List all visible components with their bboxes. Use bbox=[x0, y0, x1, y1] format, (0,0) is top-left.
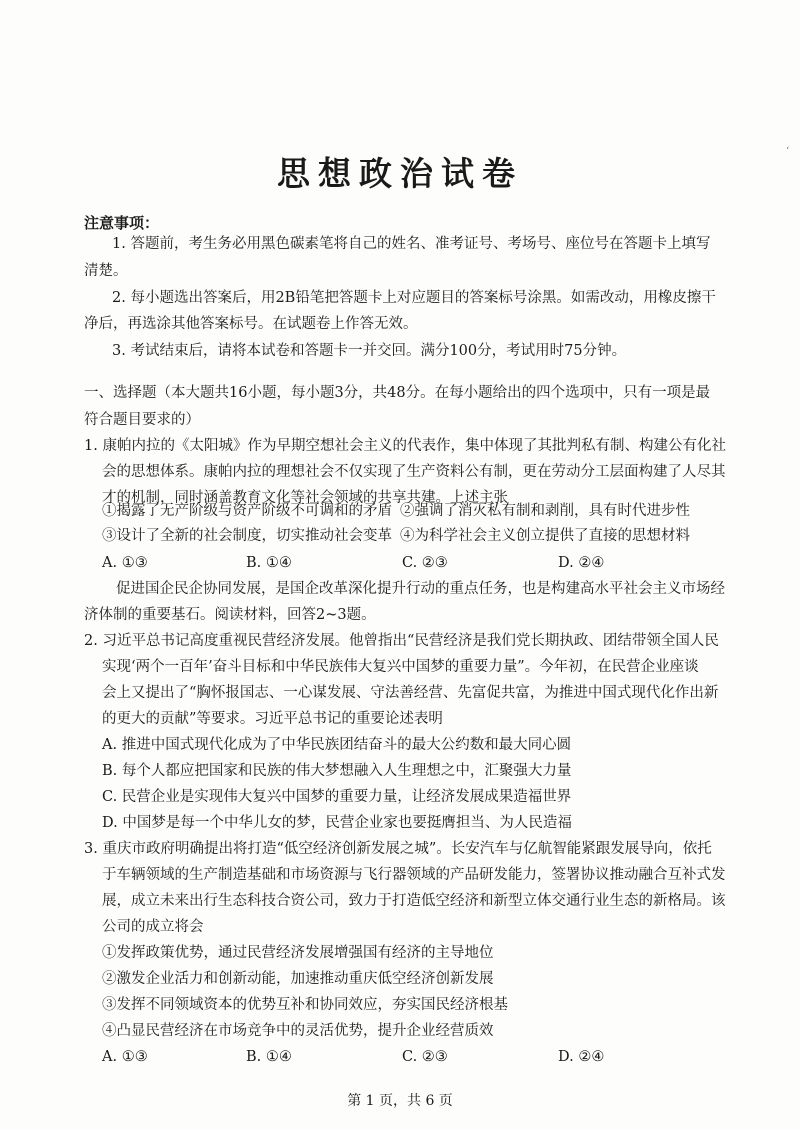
question-text: 2. 习近平总书记高度重视民营经济发展。他曾指出“民营经济是我们党长期执政、团结带领全国人民 bbox=[84, 633, 719, 649]
statement: ①揭露了无产阶级与资产阶级不可调和的矛盾 bbox=[102, 503, 392, 519]
statement: ②激发企业活力和创新动能，加速推动重庆低空经济创新发展 bbox=[102, 971, 494, 987]
notice-line: 2. 每小题选出答案后，用2B铅笔把答题卡上对应题目的答案标号涂黑。如需改动，用橡皮擦干 bbox=[112, 290, 716, 306]
option-c: C. ②③ bbox=[402, 1049, 448, 1065]
notice-line: 净后，再选涂其他答案标号。在试题卷上作答无效。 bbox=[84, 316, 418, 332]
question-text: 展，成立未来出行生态科技合资公司，致力于打造低空经济和新型立体交通行业生态的新格局。该 bbox=[102, 893, 726, 909]
option-c: C. 民营企业是实现伟大复兴中国梦的重要力量，让经济发展成果造福世界 bbox=[102, 789, 572, 805]
question-text: 实现‘两个一百年’奋斗目标和中华民族伟大复兴中国梦的重要力量”。今年初，在民营企业座谈 bbox=[102, 659, 699, 675]
question-text: 的更大的贡献”等要求。习近平总书记的重要论述表明 bbox=[102, 711, 443, 727]
option-row bbox=[0, 550, 800, 576]
question-text: 于车辆领域的生产制造基础和市场资源与飞行器领域的产品研发能力，签署协议推动融合互补式发 bbox=[102, 867, 726, 883]
notice-line: 1. 答题前，考生务必用黑色碳素笔将自己的姓名、准考证号、考场号、座位号在答题卡上填写 bbox=[112, 236, 711, 252]
question-text: 3. 重庆市政府明确提出将打造“低空经济创新发展之城”。长安汽车与亿航智能紧跟发展导向，依托 bbox=[84, 841, 712, 857]
option-a: A. 推进中国式现代化成为了中华民族团结奋斗的最大公约数和最大同心圆 bbox=[102, 737, 572, 753]
option-b: B. 每个人都应把国家和民族的伟大梦想融入人生理想之中，汇聚强大力量 bbox=[102, 763, 572, 779]
scan-mark: ‘ bbox=[786, 146, 790, 157]
notice-line: 清楚。 bbox=[84, 263, 128, 279]
option-a: A. ①③ bbox=[102, 1049, 148, 1065]
page-footer: 第 1 页，共 6 页 bbox=[347, 1093, 453, 1109]
statement: ③设计了全新的社会制度，切实推动社会变革 bbox=[102, 528, 392, 544]
question-text: 1. 康帕内拉的《太阳城》作为早期空想社会主义的代表作，集中体现了其批判私有制、构建公有化社 bbox=[84, 438, 726, 454]
material-text: 促进国企民企协同发展，是国企改革深化提升行动的重点任务，也是构建高水平社会主义市场经 bbox=[116, 581, 725, 597]
option-d: D. 中国梦是每一个中华儿女的梦，民营企业家也要挺膺担当、为人民造福 bbox=[102, 815, 572, 831]
statement: ④凸显民营经济在市场竞争中的灵活优势，提升企业经营质效 bbox=[102, 1023, 494, 1039]
notice-line: 3. 考试结束后，请将本试卷和答题卡一并交回。满分100分，考试用时75分钟。 bbox=[112, 343, 627, 359]
section-heading: 一、选择题（本大题共16小题，每小题3分，共48分。在每小题给出的四个选项中，只有一项是最 bbox=[84, 385, 711, 401]
material-text: 济体制的重要基石。阅读材料，回答2~3题。 bbox=[84, 607, 376, 623]
option-b: B. ①④ bbox=[246, 555, 292, 571]
option-c: C. ②③ bbox=[402, 555, 448, 571]
statement: ④为科学社会主义创立提供了直接的思想材料 bbox=[400, 528, 690, 544]
option-d: D. ②④ bbox=[558, 1049, 605, 1065]
section-heading: 符合题目要求的） bbox=[84, 412, 200, 428]
statement: ②强调了消灭私有制和剥削，具有时代进步性 bbox=[400, 503, 690, 519]
statement: ③发挥不同领域资本的优势互补和协同效应，夯实国民经济根基 bbox=[102, 997, 508, 1013]
statement: ①发挥政策优势，通过民营经济发展增强国有经济的主导地位 bbox=[102, 945, 494, 961]
option-a: A. ①③ bbox=[102, 555, 148, 571]
question-text: 才的机制，同时涵盖教育文化等社会领域的共享共建。上述主张 bbox=[102, 490, 508, 506]
page-title: 思想政治试卷 bbox=[277, 154, 523, 193]
question-text: 会上又提出了“胸怀报国志、一心谋发展、守法善经营、先富促共富，为推进中国式现代化作出新 bbox=[102, 685, 719, 701]
question-text: 公司的成立将会 bbox=[102, 919, 204, 935]
question-text: 会的思想体系。康帕内拉的理想社会不仅实现了生产资料公有制，更在劳动分工层面构建了人尽其 bbox=[102, 464, 726, 480]
option-b: B. ①④ bbox=[246, 1049, 292, 1065]
notice-heading: 注意事项： bbox=[84, 214, 160, 232]
option-row bbox=[0, 1044, 800, 1070]
option-d: D. ②④ bbox=[558, 555, 605, 571]
